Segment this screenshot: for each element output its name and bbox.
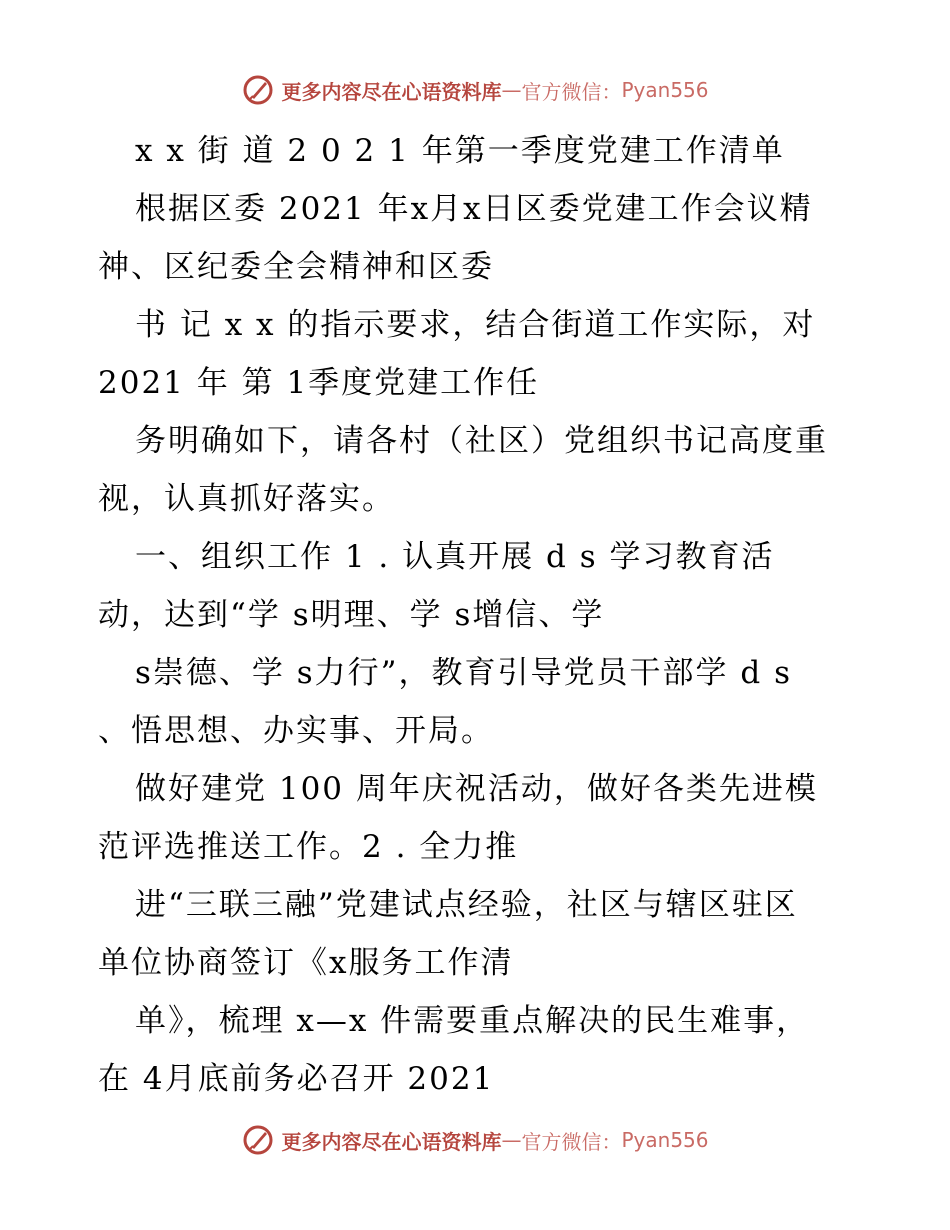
document-line: 根据区委 2021 年x月x日区委党建工作会议精 [135,191,813,227]
document-line: 务明确如下，请各村（社区）党组织书记高度重 [135,423,828,459]
document-line: x x 街 道 2 0 2 1 年第一季度党建工作清单 [135,133,785,169]
pen-feather-circle-icon [241,73,275,107]
document-line: 2021 年 第 1季度党建工作任 [98,365,540,401]
watermark-banner-bottom [0,1120,950,1160]
watermark-official-text: 官方微信： [521,79,622,104]
watermark-official-text: 官方微信： [521,1129,622,1154]
document-line: 视，认真抓好落实。 [98,481,395,517]
document-line: 做好建党 100 周年庆祝活动，做好各类先进模 [135,771,818,807]
document-line: 一、组织工作 1 . 认真开展 d s 学习教育活 [135,539,775,575]
document-line: 单位协商签订《x服务工作清 [98,945,514,981]
document-line: 在 4月底前务必召开 2021 [98,1061,495,1097]
watermark-wechat-id: Pyan556 [621,1128,709,1152]
watermark-main-text: 更多内容尽在心语资料库 [281,1129,502,1154]
document-line: 进“三联三融”党建试点经验，社区与辖区驻区 [135,887,798,923]
document-line: s崇德、学 s力行”，教育引导党员干部学 d s [135,655,792,691]
document-line: 范评选推送工作。2 . 全力推 [98,829,519,865]
document-line: 、悟思想、办实事、开局。 [98,713,494,749]
watermark-main-text: 更多内容尽在心语资料库 [281,79,502,104]
watermark-wechat-id: Pyan556 [621,78,709,102]
document-line: 书 记 x x 的指示要求，结合街道工作实际，对 [135,307,816,343]
pen-feather-circle-icon [241,1123,275,1157]
document-line: 神、区纪委全会精神和区委 [98,249,494,285]
document-line: 动，达到“学 s明理、学 s增信、学 [98,597,605,633]
document-body [98,122,858,1108]
watermark-banner-top [0,70,950,110]
document-line: 单》，梳理 x—x 件需要重点解决的民生难事， [135,1003,810,1039]
watermark-separator: — [501,78,522,102]
watermark-separator: — [501,1128,522,1152]
